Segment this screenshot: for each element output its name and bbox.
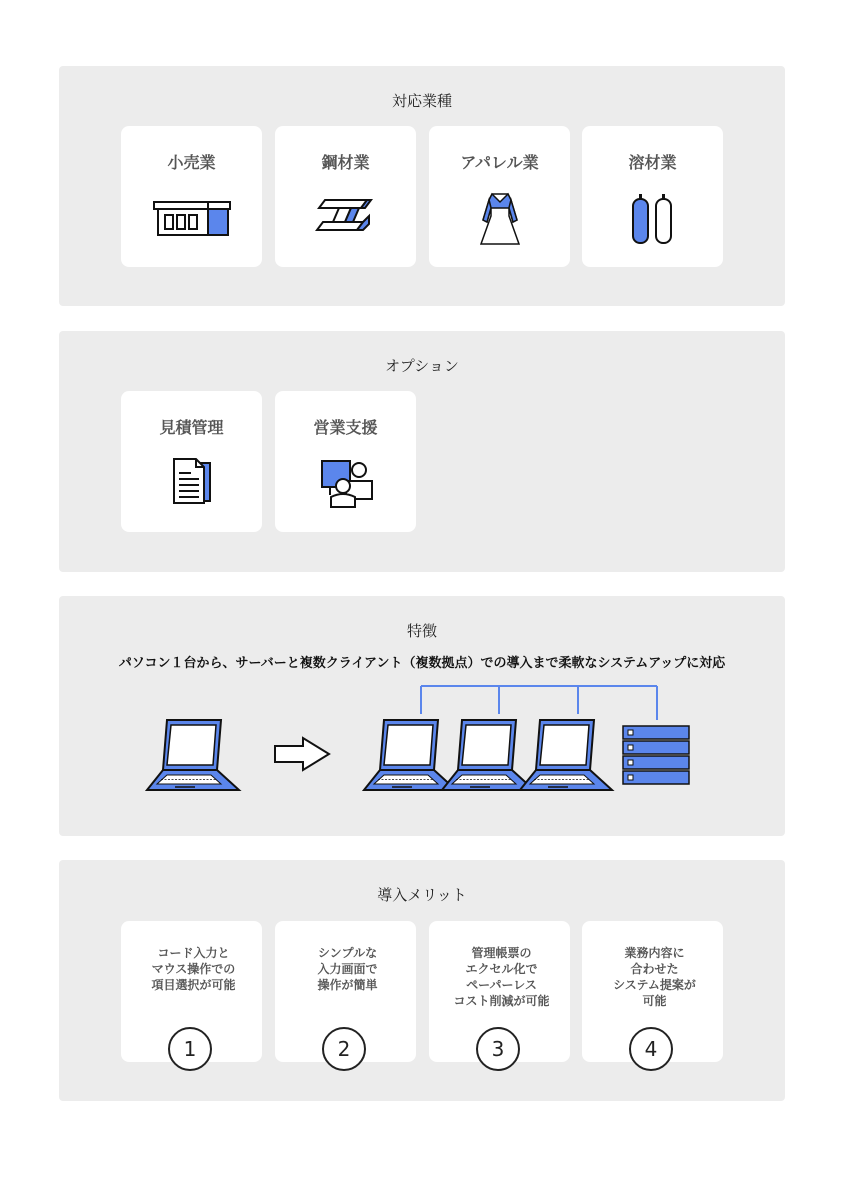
feature-description: パソコン１台から、サーバーと複数クライアント（複数拠点）での導入まで柔軟なシステムアップに対応 [118, 656, 726, 671]
industries-section [59, 66, 785, 306]
industry-card-steel [275, 126, 416, 267]
option-card-sales [275, 391, 416, 532]
merit-text: 業務内容に 合わせた システム提案が 可能 [613, 946, 696, 1008]
card-label: 溶材業 [628, 153, 677, 172]
steel-beam-icon [275, 190, 416, 242]
network-diagram [59, 596, 785, 836]
merit-number-badge: 2 [322, 1027, 366, 1071]
server-icon [623, 726, 689, 784]
presenter-icon [275, 455, 416, 515]
laptop-icon [442, 720, 534, 790]
section-title: 特徴 [406, 622, 437, 640]
merit-text: 管理帳票の エクセル化で ペーパーレス コスト削減が可能 [453, 946, 550, 1008]
section-title: 導入メリット [377, 886, 467, 904]
merit-text: コード入力と マウス操作での 項目選択が可能 [151, 946, 236, 992]
section-title: 対応業種 [391, 92, 452, 110]
card-label: アパレル業 [460, 153, 539, 172]
card-label: 営業支援 [313, 418, 378, 437]
card-label: 小売業 [167, 153, 216, 172]
merit-number-badge: 1 [168, 1027, 212, 1071]
gas-cylinder-icon [582, 190, 723, 250]
merit-card-2 [275, 921, 416, 1062]
merit-card-4 [582, 921, 723, 1062]
merit-number-badge: 3 [476, 1027, 520, 1071]
arrow-right-icon [275, 738, 329, 770]
store-icon [121, 190, 262, 242]
options-section [59, 331, 785, 572]
industry-card-apparel [429, 126, 570, 267]
laptop-icon [364, 720, 456, 790]
merit-card-1 [121, 921, 262, 1062]
merit-card-3 [429, 921, 570, 1062]
laptop-icon [520, 720, 612, 790]
industry-card-welding [582, 126, 723, 267]
merit-number-badge: 4 [629, 1027, 673, 1071]
industry-card-retail [121, 126, 262, 267]
features-section [59, 596, 785, 836]
section-title: オプション [385, 357, 459, 375]
laptop-icon [147, 720, 239, 790]
dress-icon [429, 190, 570, 252]
network-lines [421, 686, 657, 720]
option-card-quote [121, 391, 262, 532]
card-label: 見積管理 [159, 418, 224, 437]
merits-section [59, 860, 785, 1101]
merit-text: シンプルな 入力画面で 操作が簡単 [317, 946, 378, 992]
document-icon [121, 455, 262, 515]
card-label: 鋼材業 [321, 153, 370, 172]
